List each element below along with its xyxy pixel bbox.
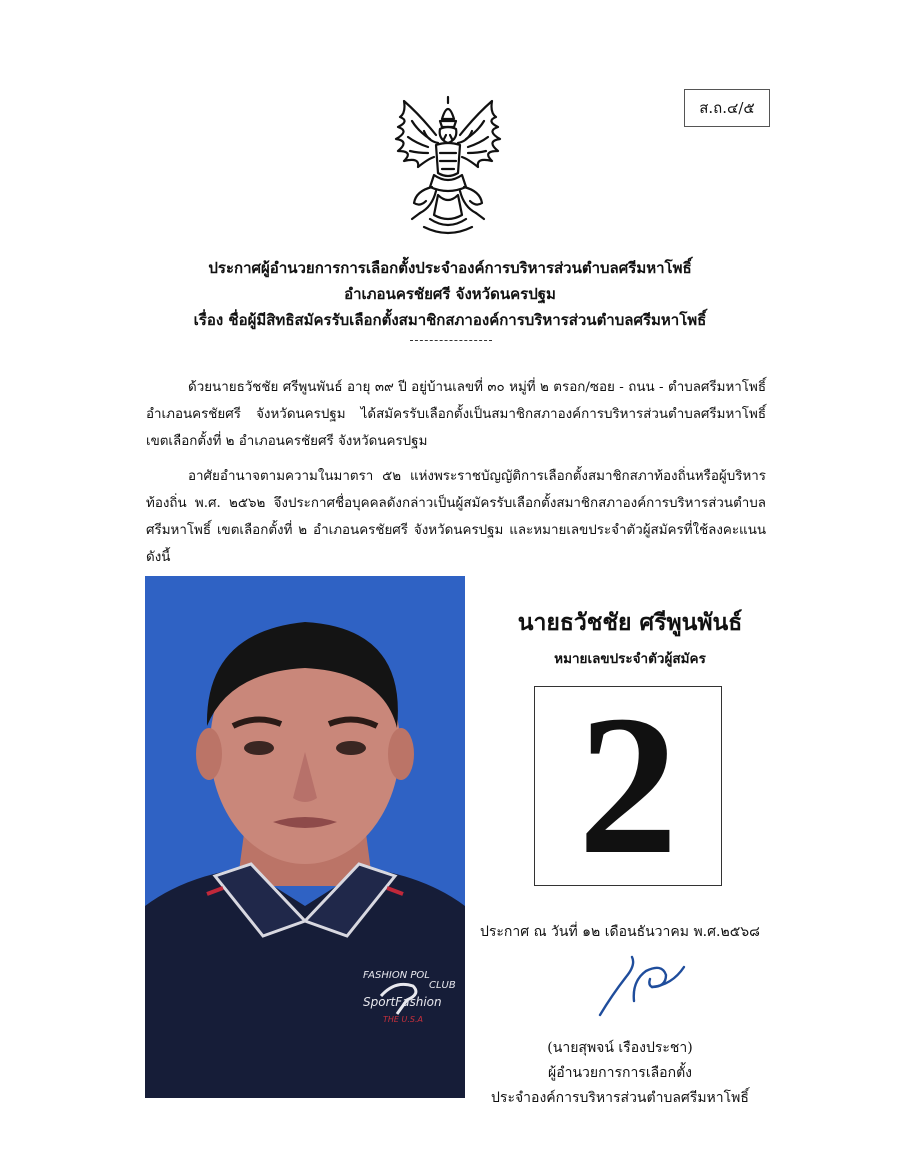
announcement-title: ประกาศผู้อำนวยการการเลือกตั้งประจำองค์การบริหารส่วนตำบลศรีมหาโพธิ์ (208, 259, 692, 277)
shirt-logo-text: FASHION POL (363, 970, 430, 981)
shirt-logo-text: CLUB (429, 980, 456, 991)
header-divider (410, 340, 492, 341)
issue-date: ประกาศ ณ วันที่ ๑๒ เดือนธันวาคม พ.ศ.๒๕๖๘ (480, 924, 760, 940)
signer-title: ผู้อำนวยการการเลือกตั้ง (548, 1065, 692, 1081)
shirt-logo-text: THE U.S.A (383, 1015, 423, 1024)
signer-block (470, 1036, 770, 1111)
form-code: ส.ถ.๔/๕ (699, 99, 755, 117)
candidate-photo (145, 576, 465, 1098)
garuda-emblem-icon (390, 95, 506, 240)
paragraph-candidate-info (146, 374, 766, 455)
signer-name: (นายสุพจน์ เรืองประชา) (547, 1040, 693, 1056)
shirt-logo-text: SportFashion (363, 995, 442, 1009)
candidate-name: นายธวัชชัย ศรีพูนพันธ์ (517, 609, 743, 636)
paragraph-legal-basis (146, 463, 766, 571)
candidate-number-box (534, 675, 722, 896)
paragraph-2-text: อาศัยอำนาจตามความในมาตรา ๕๒ แห่งพระราชบัญญัติการเลือกตั้งสมาชิกสภาท้องถิ่นหรือผู้บริหารท้องถิ่น พ.ศ. ๒๕๖๒ จึงประกาศชื่อบุคคลดังกล่าวเป็นผู้สมัครรับเลือกตั้งสมาชิกสภาองค์การบริหารส่วนตำบลศรีมหาโพธิ์ เขตเลือกตั้งที่ ๒ อำเภอนครชัยศรี จังหวัดนครปฐม และหมายเลขประจำตัวผู้สมัครที่ใช้ลงคะแนนดังนี้ (146, 469, 766, 565)
paragraph-1-text: ด้วยนายธวัชชัย ศรีพูนพันธ์ อายุ ๓๙ ปี อยู่บ้านเลขที่ ๓๐ หมู่ที่ ๒ ตรอก/ซอย - ถนน - ตำบลศรีมหาโพธิ์ อำเภอนครชัยศรี จังหวัดนครปฐม ได้สมัครรับเลือกตั้งเป็นสมาชิกสภาองค์การบริหารส่วนตำบลศรีมหาโพธิ์ เขตเลือกตั้งที่ ๒ อำเภอนครชัยศรี จังหวัดนครปฐม (146, 380, 766, 449)
candidate-number: 2 (578, 675, 678, 896)
candidate-number-label: หมายเลขประจำตัวผู้สมัคร (554, 651, 706, 667)
signer-organization: ประจำองค์การบริหารส่วนตำบลศรีมหาโพธิ์ (491, 1090, 749, 1106)
announcement-subject: เรื่อง ชื่อผู้มีสิทธิสมัครรับเลือกตั้งสมาชิกสภาองค์การบริหารส่วนตำบลศรีมหาโพธิ์ (193, 311, 707, 329)
district-province: อำเภอนครชัยศรี จังหวัดนครปฐม (344, 285, 556, 303)
signature-icon (592, 945, 692, 1020)
form-code-box (684, 89, 770, 127)
announcement-header (0, 255, 900, 333)
